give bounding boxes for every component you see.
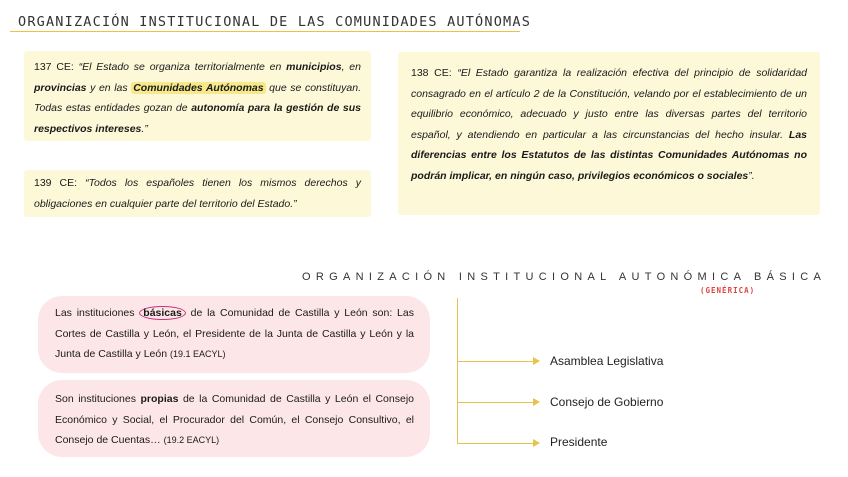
arrow-icon	[533, 357, 540, 365]
art138-card	[398, 52, 820, 215]
art137-municipios: municipios	[286, 61, 342, 73]
art139-text: “Todos los españoles tienen los mismos derechos y obligaciones en cualquier parte del territorio del Estado.”	[34, 177, 361, 210]
tree-branch-2	[457, 402, 535, 403]
tree-branch-1	[457, 361, 535, 362]
organ-consejo: Consejo de Gobierno	[550, 395, 664, 409]
organ-asamblea: Asamblea Legislativa	[550, 354, 664, 368]
tree-vertical-line	[457, 298, 458, 443]
title-underline	[10, 31, 520, 32]
page-title: ORGANIZACIÓN INSTITUCIONAL DE LAS COMUNIDADES AUTÓNOMAS	[18, 14, 532, 30]
propias-card	[38, 380, 430, 457]
propias-ref: (19.2 EACYL)	[163, 435, 220, 445]
basicas-ref: (19.1 EACYL)	[170, 349, 226, 359]
art137-mid: que se constituyan. Todas estas entidades gozan de	[34, 81, 361, 114]
organ-presidente: Presidente	[550, 435, 608, 449]
art137-provincias: provincias	[34, 81, 87, 94]
propias-word: propias	[140, 393, 179, 405]
tree-branch-3	[457, 443, 535, 444]
art137-sep2: y en las	[86, 81, 132, 94]
section-title: ORGANIZACIÓN INSTITUCIONAL AUTONÓMICA BÁSICA	[302, 271, 827, 283]
art138-ref: 138 CE:	[411, 67, 458, 79]
arrow-icon	[533, 398, 540, 406]
art138-close: ”.	[748, 169, 755, 182]
art139-card	[24, 170, 371, 217]
arrow-icon	[533, 439, 540, 447]
art137-ref: 137 CE:	[34, 61, 79, 73]
art137-card	[24, 51, 371, 141]
basicas-post: de la Comunidad de Castilla y León son: Las Cortes de Castilla y León, el Presidente de la Junta de Castilla y León y la Junta de Castilla y León	[55, 307, 414, 360]
art137-close: .”	[141, 122, 148, 135]
art137-autonomia: autonomía para la gestión de sus respectivos intereses	[34, 102, 361, 135]
art137-sep1: , en	[341, 61, 361, 73]
basicas-pre: Las instituciones	[55, 307, 140, 319]
section-subtitle: (GENÉRICA)	[700, 286, 756, 295]
art138-bold: Las diferencias entre los Estatutos de las distintas Comunidades Autónomas no podrán implicar, en ningún caso, privilegios económicos o sociales	[411, 128, 807, 182]
art137-ccaa-highlight: Comunidades Autónomas	[133, 81, 264, 94]
propias-post: de la Comunidad de Castilla y León el Consejo Económico y Social, el Procurador del Común, el Consejo Consultivo, el Consejo de Cuentas…	[55, 393, 414, 446]
art139-ref: 139 CE:	[34, 177, 86, 189]
art138-text: “El Estado garantiza la realización efectiva del principio de solidaridad consagrado en el artículo 2 de la Constitución, velando por el establecimiento de un equilibrio económico, adecuado y justo entre las diversas partes del territorio español, y atendiendo en particular a las circunstancias del hecho insular.	[411, 67, 807, 141]
basicas-word-circled: básicas	[139, 306, 186, 320]
art137-text: “El Estado se organiza territorialmente en	[78, 61, 287, 73]
basicas-card	[38, 296, 430, 373]
propias-pre: Son instituciones	[55, 393, 141, 405]
